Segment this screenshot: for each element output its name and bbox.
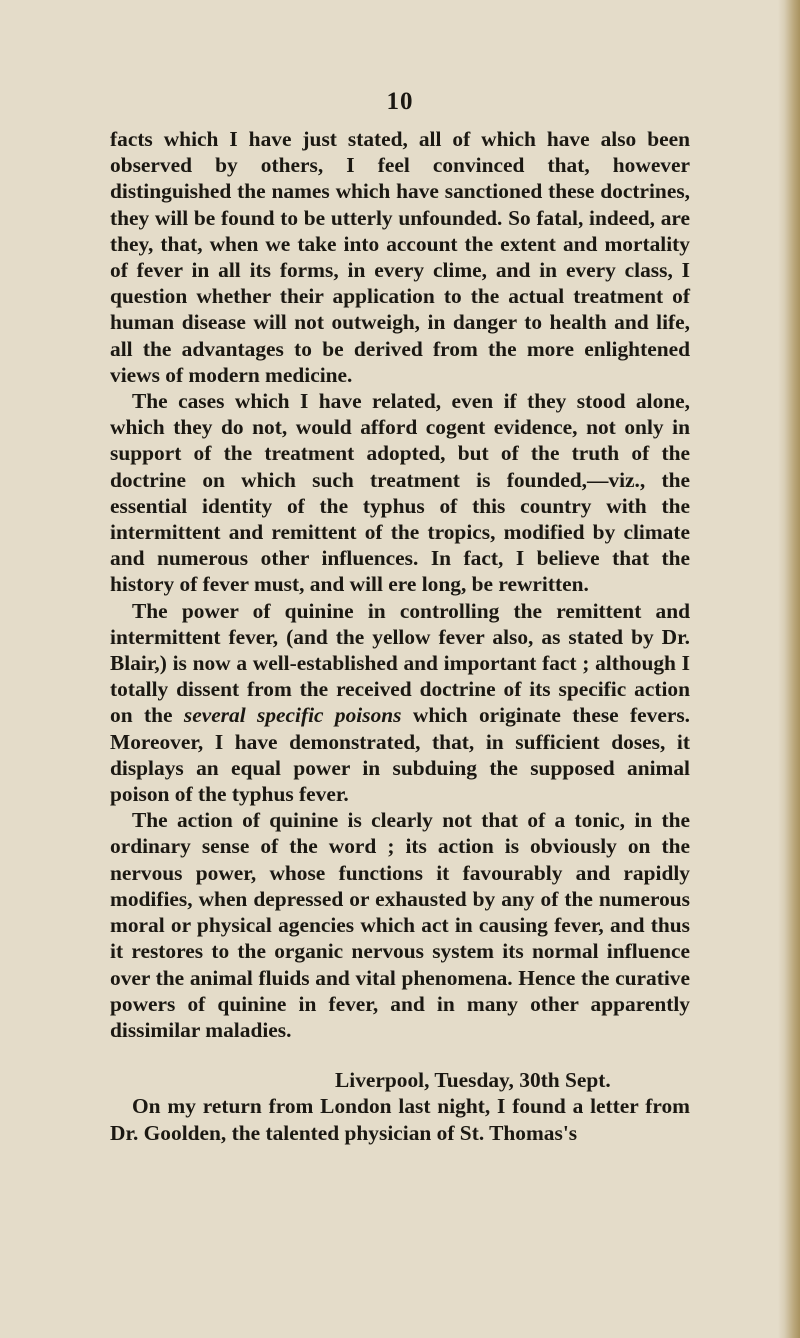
paragraph-cases: The cases which I have related, even if they stood alone, which they do not, would afford cogent evidence, not only in support of the treatment adopted, but of the truth of the doctrine on which such treatment is founded,—viz., the essential identity of the typhus of this country with the intermittent and remittent of the tropics, modified by climate and numerous other influences. In fact, I believe that the history of fever must, and will ere long, be rewritten. [110,389,690,597]
page-edge-shadow [778,0,800,1338]
paragraph-quinine-power-part2: which originate these fevers. Moreover, I have demonstrated, that, in sufficient doses, it displays an equal power in subduing the supposed animal poison of the typhus fever. [110,703,690,807]
paragraph-letter: On my return from London last night, I found a letter from Dr. Goolden, the talented physician of St. Thomas's [110,1094,690,1145]
paragraph-quinine-power [110,598,690,808]
paragraph-continued: facts which I have just stated, all of which have also been observed by others, I feel convinced that, however distinguished the names which have sanctioned these doctrines, they will be found to be utterly unfounded. So fatal, indeed, are they, that, when we take into account the extent and mortality of fever in all its forms, in every clime, and in every class, I question whether their application to the actual treatment of human disease will not outweigh, in danger to health and life, all the advantages to be derived from the more enlightened views of modern medicine. [110,127,690,387]
page-number: 10 [386,88,414,115]
paragraph-quinine-action: The action of quinine is clearly not that of a tonic, in the ordinary sense of the word ; its action is obviously on the nervous power, whose functions it favourably and rapidly modifies, when depressed or exhausted by any of the numerous moral or physical agencies which act in causing fever, and thus it restores to the organic nervous system its normal influence over the animal fluids and vital phenomena. Hence the curative powers of quinine in fever, and in many other apparently dissimilar maladies. [110,808,690,1042]
italic-phrase: several specific poisons [183,703,402,728]
body-text [110,126,690,1146]
dateline: Liverpool, Tuesday, 30th Sept. [335,1068,611,1093]
paragraph-quinine-power-part1: The power of quinine in controlling the remittent and intermittent fever, (and the yellow fever also, as stated by Dr. Blair,) is now a well-established and important fact ; although I totally dissent from the received doctrine of its specific action on the [110,598,690,728]
